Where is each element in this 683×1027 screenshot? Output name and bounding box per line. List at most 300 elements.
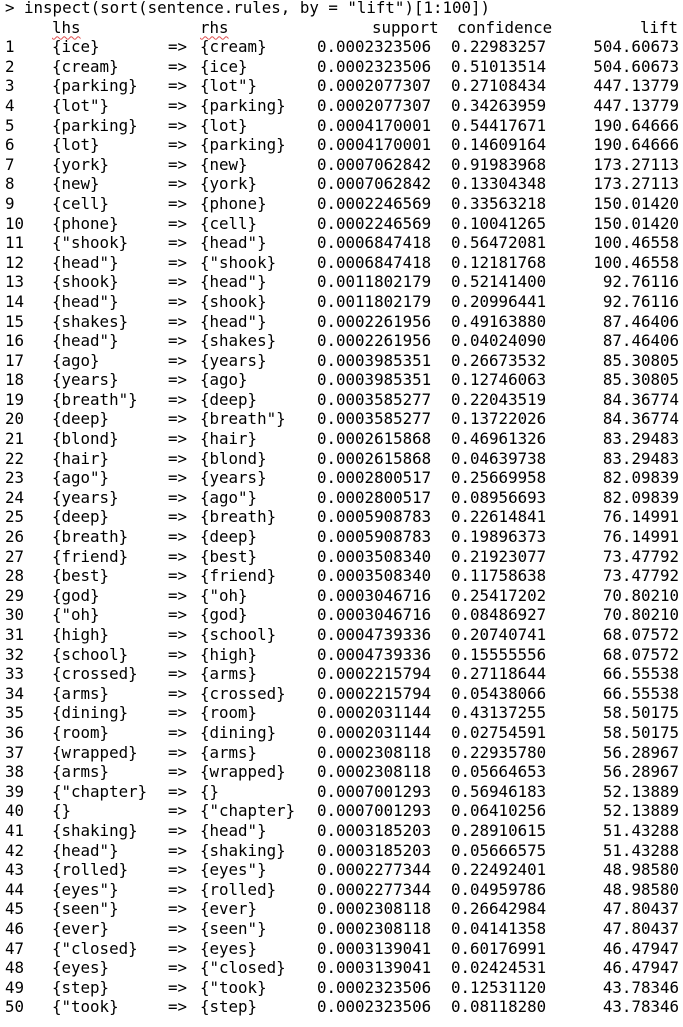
table-row [5, 645, 683, 665]
row-support: 0.0002077307 [317, 95, 432, 115]
row-rhs: {parking} [200, 95, 286, 115]
row-confidence: 0.15555556 [451, 644, 547, 664]
row-arrow: => [168, 762, 188, 782]
row-confidence: 0.12181768 [451, 252, 547, 272]
row-index: 40 [5, 801, 25, 821]
row-lift: 43.78346 [602, 977, 679, 997]
row-lift: 56.28967 [602, 742, 679, 762]
row-confidence: 0.25417202 [451, 585, 547, 605]
row-lhs: {"closed} [52, 938, 138, 958]
row-rhs: {dining} [200, 722, 277, 742]
row-lift: 150.01420 [593, 193, 679, 213]
table-row [5, 57, 683, 77]
row-rhs: {"took} [200, 977, 267, 997]
row-rhs: {"shook} [200, 252, 277, 272]
row-lift: 76.14991 [602, 507, 679, 527]
row-lhs: {cream} [52, 56, 119, 76]
row-arrow: => [168, 664, 188, 684]
table-row [5, 625, 683, 645]
row-lhs: {crossed} [52, 664, 138, 684]
row-support: 0.0002800517 [317, 468, 432, 488]
table-row [5, 880, 683, 900]
table-row [5, 586, 683, 606]
row-lhs: {best} [52, 566, 110, 586]
row-arrow: => [168, 781, 188, 801]
row-rhs: {phone} [200, 193, 267, 213]
row-arrow: => [168, 742, 188, 762]
row-index: 49 [5, 977, 25, 997]
row-confidence: 0.12746063 [451, 370, 547, 390]
truncated-row [5, 1017, 683, 1027]
row-index: 39 [5, 781, 25, 801]
row-rhs: {head"} [200, 820, 267, 840]
row-index: 43 [5, 860, 25, 880]
table-row [5, 958, 683, 978]
row-lift: 51.43288 [602, 820, 679, 840]
row-support: 0.0003508340 [317, 566, 432, 586]
row-support: 0.0004170001 [317, 135, 432, 155]
row-lhs: {dining} [52, 703, 129, 723]
row-confidence: 0.04639738 [451, 448, 547, 468]
row-support: 0.0003185203 [317, 840, 432, 860]
row-confidence: 0.06410256 [451, 801, 547, 821]
row-lift: 84.36774 [602, 409, 679, 429]
row-lift: 173.27113 [593, 154, 679, 174]
row-rhs: {ice} [200, 56, 248, 76]
row-lift: 66.55538 [602, 664, 679, 684]
row-index: 29 [5, 585, 25, 605]
row-lift: 52.13889 [602, 781, 679, 801]
row-lift: 70.80210 [602, 585, 679, 605]
row-confidence: 0.02424531 [451, 958, 547, 978]
row-rhs: {eyes"} [200, 860, 267, 880]
table-row [5, 409, 683, 429]
row-index: 27 [5, 546, 25, 566]
row-arrow: => [168, 429, 188, 449]
row-index: 22 [5, 448, 25, 468]
row-support: 0.0002308118 [317, 899, 432, 919]
row-arrow: => [168, 468, 188, 488]
row-arrow: => [168, 644, 188, 664]
row-index: 33 [5, 664, 25, 684]
table-row [5, 703, 683, 723]
row-arrow: => [168, 272, 188, 292]
row-confidence: 0.04959786 [451, 879, 547, 899]
row-support: 0.0004739336 [317, 644, 432, 664]
row-arrow: => [168, 958, 188, 978]
row-arrow: => [168, 683, 188, 703]
table-header-row [5, 18, 683, 38]
row-rhs: {god} [200, 605, 248, 625]
row-confidence: 0.28910615 [451, 820, 547, 840]
row-lhs: {ago} [52, 350, 100, 370]
table-row [5, 370, 683, 390]
row-support: 0.0004739336 [317, 625, 432, 644]
row-lift: 150.01420 [593, 213, 679, 233]
row-index: 19 [5, 389, 25, 409]
table-row [5, 272, 683, 292]
row-lift: 58.50175 [602, 722, 679, 742]
row-arrow: => [168, 840, 188, 860]
row-lift: 100.46558 [593, 252, 679, 272]
row-index: 44 [5, 879, 25, 899]
row-lhs: {blond} [52, 429, 119, 449]
row-rhs: {lot"} [200, 76, 258, 96]
row-rhs: {breath} [200, 507, 277, 527]
row-rhs: {blond} [200, 448, 267, 468]
row-confidence: 0.33563218 [451, 193, 547, 213]
command-line[interactable]: > inspect(sort(sentence.rules, by = "lift")[1:100]) [5, 0, 491, 17]
row-index: 6 [5, 135, 15, 155]
row-rhs: {shakes} [200, 331, 277, 351]
row-lhs: {head"} [52, 840, 119, 860]
row-lift: 504.60673 [593, 56, 679, 76]
row-arrow: => [168, 311, 188, 331]
table-row [5, 507, 683, 527]
row-confidence: 0.22492401 [451, 860, 547, 880]
row-lift: 82.09839 [602, 468, 679, 488]
row-confidence: 0.08118280 [451, 997, 547, 1017]
table-row [5, 527, 683, 547]
row-arrow: => [168, 997, 188, 1017]
row-lift: 76.14991 [602, 527, 679, 547]
row-confidence: 0.54417671 [451, 115, 547, 135]
row-support: 0.0003585277 [317, 389, 432, 409]
row-support: 0.0005908783 [317, 527, 432, 547]
row-lhs: {school} [52, 644, 129, 664]
row-support: 0.0004170001 [317, 115, 432, 135]
row-arrow: => [168, 585, 188, 605]
row-rhs: {cream} [200, 37, 267, 57]
table-row [5, 566, 683, 586]
row-lift: 83.29483 [602, 448, 679, 468]
table-row [5, 390, 683, 410]
row-arrow: => [168, 448, 188, 468]
row-support: 0.0002077307 [317, 76, 432, 96]
row-lift: 83.29483 [602, 429, 679, 449]
row-support: 0.0002261956 [317, 311, 432, 331]
row-lift: 51.43288 [602, 840, 679, 860]
row-lift: 52.13889 [602, 801, 679, 821]
row-confidence: 0.11758638 [451, 566, 547, 586]
row-lift: 66.55538 [602, 683, 679, 703]
row-index: 7 [5, 154, 15, 174]
row-confidence: 0.20996441 [451, 291, 547, 311]
row-index: 3 [5, 76, 15, 96]
row-arrow: => [168, 56, 188, 76]
row-rhs: {new} [200, 154, 248, 174]
row-lhs: {room} [52, 722, 110, 742]
table-row [5, 312, 683, 332]
r-console-output [5, 0, 683, 1027]
row-lift: 68.07572 [602, 644, 679, 664]
row-lhs: {shook} [52, 272, 119, 292]
row-lhs: {wrapped} [52, 742, 138, 762]
row-rhs: {hair} [200, 429, 258, 449]
row-confidence: 0.05666575 [451, 840, 547, 860]
table-row [5, 116, 683, 136]
row-arrow: => [168, 546, 188, 566]
row-index: 30 [5, 605, 25, 625]
table-row [5, 978, 683, 998]
row-index: 5 [5, 115, 15, 135]
row-rhs: {head"} [200, 272, 267, 292]
row-index: 21 [5, 429, 25, 449]
row-rhs: {deep} [200, 389, 258, 409]
row-support: 0.0002615868 [317, 448, 432, 468]
row-lift: 73.47792 [602, 566, 679, 586]
row-confidence: 0.13722026 [451, 409, 547, 429]
header-support: support [372, 17, 439, 37]
row-rhs: {} [200, 781, 220, 801]
row-index: 35 [5, 703, 25, 723]
row-index: 38 [5, 762, 25, 782]
row-rhs: {ago} [200, 370, 248, 390]
row-rhs: {best} [200, 546, 258, 566]
row-lhs: {eyes"} [52, 879, 119, 899]
row-index: 47 [5, 938, 25, 958]
row-index: 37 [5, 742, 25, 762]
row-lhs: {ice} [52, 37, 100, 57]
table-row [5, 899, 683, 919]
row-lhs: {cell} [52, 193, 110, 213]
row-support: 0.0007062842 [317, 154, 432, 174]
row-arrow: => [168, 487, 188, 507]
table-row [5, 449, 683, 469]
row-support: 0.0002800517 [317, 487, 432, 507]
row-support: 0.0007001293 [317, 801, 432, 821]
row-confidence: 0.27108434 [451, 76, 547, 96]
row-confidence: 0.26673532 [451, 350, 547, 370]
row-confidence: 0.22983257 [451, 37, 547, 57]
table-row [5, 194, 683, 214]
row-confidence: 0.26642984 [451, 899, 547, 919]
row-rhs: {lot} [200, 115, 248, 135]
header-lhs: lhs [52, 17, 81, 37]
row-rhs: {head"} [200, 233, 267, 253]
row-rhs: {rolled} [200, 879, 277, 899]
row-support: 0.0003046716 [317, 585, 432, 605]
table-row [5, 331, 683, 351]
row-arrow: => [168, 154, 188, 174]
row-confidence: 0.08486927 [451, 605, 547, 625]
row-index: 24 [5, 487, 25, 507]
row-lift: 48.98580 [602, 860, 679, 880]
row-index: 10 [5, 213, 25, 233]
row-lhs: {head"} [52, 252, 119, 272]
row-support: 0.0003139041 [317, 938, 432, 958]
table-row [5, 743, 683, 763]
row-lhs: {step} [52, 977, 110, 997]
row-lhs: {friend} [52, 546, 129, 566]
row-support: 0.0007062842 [317, 174, 432, 194]
row-arrow: => [168, 801, 188, 821]
row-lift: 92.76116 [602, 272, 679, 292]
row-index: 25 [5, 507, 25, 527]
table-row [5, 76, 683, 96]
row-rhs: {high} [200, 644, 258, 664]
row-rhs: {crossed} [200, 683, 286, 703]
row-support: 0.0002277344 [317, 860, 432, 880]
row-index: 9 [5, 193, 15, 213]
row-lhs: {eyes} [52, 958, 110, 978]
table-row [5, 214, 683, 234]
row-lift: 70.80210 [602, 605, 679, 625]
row-confidence: 0.21923077 [451, 546, 547, 566]
row-lift: 447.13779 [593, 76, 679, 96]
row-rhs: {shook} [200, 291, 267, 311]
row-lhs: {deep} [52, 507, 110, 527]
row-index: 12 [5, 252, 25, 272]
row-support: 0.0002308118 [317, 762, 432, 782]
row-support: 0.0003139041 [317, 958, 432, 978]
row-rhs: {years} [200, 350, 267, 370]
row-index: 32 [5, 644, 25, 664]
row-arrow: => [168, 174, 188, 194]
row-lift: 68.07572 [602, 625, 679, 644]
row-rhs: {york} [200, 174, 258, 194]
row-rhs: {eyes} [200, 938, 258, 958]
row-arrow: => [168, 76, 188, 96]
row-arrow: => [168, 605, 188, 625]
row-support: 0.0003185203 [317, 820, 432, 840]
row-support: 0.0011802179 [317, 272, 432, 292]
header-rhs: rhs [200, 17, 229, 37]
row-lhs: {york} [52, 154, 110, 174]
row-lhs: {deep} [52, 409, 110, 429]
row-index: 8 [5, 174, 15, 194]
row-confidence: 0.04141358 [451, 918, 547, 938]
row-lhs: {high} [52, 625, 110, 644]
row-arrow: => [168, 566, 188, 586]
row-confidence: 0.10041265 [451, 213, 547, 233]
row-lhs: {"took} [52, 997, 119, 1017]
row-support: 0.0003985351 [317, 370, 432, 390]
row-index: 41 [5, 820, 25, 840]
row-arrow: => [168, 977, 188, 997]
row-support: 0.0002031144 [317, 703, 432, 723]
row-arrow: => [168, 37, 188, 57]
row-arrow: => [168, 233, 188, 253]
row-lift: 73.47792 [602, 546, 679, 566]
row-index: 48 [5, 958, 25, 978]
row-lift: 43.78346 [602, 997, 679, 1017]
row-rhs: {step} [200, 997, 258, 1017]
row-support: 0.0002246569 [317, 213, 432, 233]
row-confidence: 0.91983968 [451, 154, 547, 174]
row-support: 0.0003985351 [317, 350, 432, 370]
row-arrow: => [168, 291, 188, 311]
row-confidence: 0.25669958 [451, 468, 547, 488]
row-arrow: => [168, 389, 188, 409]
table-row [5, 155, 683, 175]
row-arrow: => [168, 722, 188, 742]
row-rhs: {"oh} [200, 585, 248, 605]
table-row [5, 135, 683, 155]
row-confidence: 0.52141400 [451, 272, 547, 292]
row-rhs: {room} [200, 703, 258, 723]
row-index: 50 [5, 997, 25, 1017]
table-row [5, 939, 683, 959]
row-index: 13 [5, 272, 25, 292]
table-row [5, 605, 683, 625]
row-confidence: 0.04024090 [451, 331, 547, 351]
row-index: 31 [5, 625, 25, 644]
row-index: 20 [5, 409, 25, 429]
row-arrow: => [168, 370, 188, 390]
row-rhs: {shaking} [200, 840, 286, 860]
table-row [5, 233, 683, 253]
row-arrow: => [168, 115, 188, 135]
table-row [5, 723, 683, 743]
row-lift: 84.36774 [602, 389, 679, 409]
row-confidence: 0.56472081 [451, 233, 547, 253]
row-lift: 46.47947 [602, 958, 679, 978]
row-confidence: 0.08956693 [451, 487, 547, 507]
row-arrow: => [168, 331, 188, 351]
row-arrow: => [168, 135, 188, 155]
row-confidence: 0.02754591 [451, 722, 547, 742]
row-arrow: => [168, 625, 188, 644]
row-confidence: 0.22043519 [451, 389, 547, 409]
row-support: 0.0002323506 [317, 56, 432, 76]
row-index: 46 [5, 918, 25, 938]
row-confidence: 0.05664653 [451, 762, 547, 782]
row-lift: 190.64666 [593, 115, 679, 135]
row-rhs: {"chapter} [200, 801, 296, 821]
row-arrow: => [168, 409, 188, 429]
row-arrow: => [168, 820, 188, 840]
row-support: 0.0002323506 [317, 37, 432, 57]
row-lhs: {"oh} [52, 605, 100, 625]
row-confidence: 0.43137255 [451, 703, 547, 723]
row-support: 0.0002246569 [317, 193, 432, 213]
row-lhs: {parking} [52, 76, 138, 96]
table-row [5, 801, 683, 821]
row-lift: 48.98580 [602, 879, 679, 899]
row-arrow: => [168, 527, 188, 547]
row-lhs: {"shook} [52, 233, 129, 253]
row-confidence: 0.22935780 [451, 742, 547, 762]
row-support: 0.0002323506 [317, 997, 432, 1017]
row-lift: 47.80437 [602, 899, 679, 919]
row-lhs: {parking} [52, 115, 138, 135]
row-index: 2 [5, 56, 15, 76]
row-rhs: {deep} [200, 527, 258, 547]
row-lhs: {arms} [52, 762, 110, 782]
table-row [5, 174, 683, 194]
row-lift: 82.09839 [602, 487, 679, 507]
row-lift: 87.46406 [602, 311, 679, 331]
row-support: 0.0006847418 [317, 252, 432, 272]
row-lhs: {ever} [52, 918, 110, 938]
row-support: 0.0002215794 [317, 683, 432, 703]
row-lhs: {breath} [52, 527, 129, 547]
table-row [5, 664, 683, 684]
row-confidence: 0.14609164 [451, 135, 547, 155]
row-lhs: {"chapter} [52, 781, 148, 801]
row-rhs: {school} [200, 625, 277, 644]
row-arrow: => [168, 918, 188, 938]
row-arrow: => [168, 879, 188, 899]
row-index: 36 [5, 722, 25, 742]
row-index: 11 [5, 233, 25, 253]
row-rhs: {head"} [200, 311, 267, 331]
row-support: 0.0002261956 [317, 331, 432, 351]
row-confidence: 0.34263959 [451, 95, 547, 115]
row-support: 0.0011802179 [317, 291, 432, 311]
row-arrow: => [168, 350, 188, 370]
